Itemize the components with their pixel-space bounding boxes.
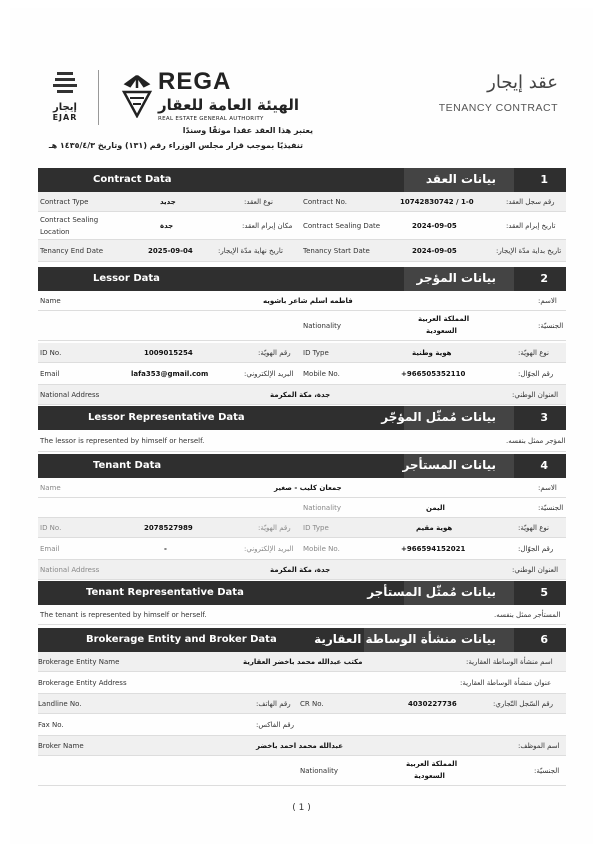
- field-value: -: [164, 545, 167, 553]
- section-title-en: Brokerage Entity and Broker Data: [86, 634, 277, 645]
- contract-row-2: [38, 212, 566, 240]
- field-value: +966505352110: [401, 370, 466, 378]
- section-title-ar: بيانات منشأة الوساطة العقارية: [314, 632, 496, 646]
- field-label: CR No.: [300, 700, 324, 708]
- rega-logo: [120, 68, 300, 130]
- section-number: 3: [540, 411, 548, 424]
- field-label: ID No.: [40, 524, 62, 532]
- field-value: المملكة العربية: [406, 760, 458, 768]
- section-tenant-rep: [38, 581, 566, 605]
- title-en: TENANCY CONTRACT: [438, 102, 558, 114]
- field-label-ar: الجنسيّة:: [538, 504, 564, 512]
- tenant-row-nationality: [38, 498, 566, 518]
- field-label: Nationality: [303, 504, 342, 512]
- section-lessor-data: [38, 267, 566, 291]
- intro-line-1: يعتبر هذا العقد عقدا موثقًا وسندًا: [182, 126, 313, 135]
- rep-text-ar: المستأجر ممثل بنفسه.: [494, 611, 561, 619]
- section-title-en: Lessor Data: [93, 273, 160, 284]
- section-contract-data: [38, 168, 566, 192]
- section-broker-data: [38, 628, 566, 652]
- intro-line-2: تنفيذيًا بموجب قرار مجلس الوزراء رقم (١٣١) وتاريخ ١٤٣٥/٤/٣ هـ: [48, 141, 303, 150]
- section-number: 2: [540, 272, 548, 285]
- field-label-ar: اسم الموظف:: [518, 742, 560, 750]
- field-label-ar: اسم منشأة الوساطة العقارية:: [466, 658, 553, 666]
- field-label-ar: تاريخ إبرام العقد:: [506, 222, 556, 230]
- field-label: Contract Sealing: [40, 216, 99, 224]
- rega-ar: الهيئة العامة للعقار: [158, 96, 300, 114]
- field-value: السعودية: [414, 772, 445, 780]
- contract-row-3: [38, 240, 566, 262]
- field-label-ar: رقم الهاتف:: [256, 700, 291, 708]
- rega-name: REGA: [158, 68, 232, 95]
- ejar-en: EJAR: [52, 113, 78, 122]
- lessor-row-id: [38, 343, 566, 363]
- field-label: Brokerage Entity Name: [38, 658, 120, 666]
- contract-row-1: [38, 192, 566, 212]
- field-label-ar: رقم السّجل التّجاري:: [493, 700, 554, 708]
- field-label-ar: البريد الإلكتروني:: [244, 370, 294, 378]
- section-title-en: Tenant Representative Data: [86, 587, 244, 598]
- rega-palm-icon: [120, 72, 154, 118]
- field-label-ar: الجنسيّة:: [534, 767, 560, 775]
- field-value: مكتب عبدالله محمد باخضر العقارية: [243, 658, 363, 666]
- field-label: Fax No.: [38, 721, 64, 729]
- section-tenant-data: [38, 454, 566, 478]
- field-label-ar: رقم الفاكس:: [256, 721, 294, 729]
- field-label: Landline No.: [38, 700, 82, 708]
- rep-text-ar: المؤجر ممثل بنفسه.: [506, 437, 566, 445]
- field-label-ar: مكان إبرام العقد:: [242, 222, 293, 230]
- field-label: Tenancy End Date: [40, 247, 104, 255]
- field-label: Nationality: [303, 322, 342, 330]
- field-label-ar: العنوان الوطني:: [512, 391, 559, 399]
- field-label: Nationality: [300, 767, 339, 775]
- field-value: 1009015254: [144, 349, 193, 357]
- tenant-row-address: [38, 560, 566, 580]
- ejar-ar: إيجار: [53, 102, 77, 113]
- tenant-row-id: [38, 518, 566, 538]
- field-label: Mobile No.: [303, 370, 340, 378]
- field-value: عبدالله محمد احمد باخضر: [256, 742, 343, 750]
- section-number: 5: [540, 586, 548, 599]
- field-label: Email: [40, 370, 60, 378]
- section-number: 6: [540, 633, 548, 646]
- broker-row-nationality: [38, 756, 566, 786]
- field-value: 2078527989: [144, 524, 193, 532]
- field-value: جدة، مكة المكرمة: [270, 566, 331, 574]
- section-lessor-rep: [38, 406, 566, 430]
- field-label: Mobile No.: [303, 545, 340, 553]
- field-value: جدة: [160, 222, 174, 230]
- field-label-ar: عنوان منشأة الوساطة العقارية:: [460, 679, 552, 687]
- lessor-row-nationality: [38, 311, 566, 341]
- header: [10, 8, 593, 150]
- rep-text-en: The tenant is represented by himself or herself.: [40, 611, 207, 619]
- field-label: ID No.: [40, 349, 62, 357]
- field-value: 4030227736: [408, 700, 457, 708]
- broker-row-landline: [38, 694, 566, 714]
- tenant-row-email: [38, 538, 566, 560]
- field-value: جدة، مكة المكرمة: [270, 391, 331, 399]
- field-value: 2024-09-05: [412, 247, 457, 255]
- field-label: Contract No.: [303, 198, 347, 206]
- field-label: Tenancy Start Date: [303, 247, 370, 255]
- field-label-ar: العنوان الوطني:: [512, 566, 559, 574]
- field-value: جديد: [160, 198, 176, 206]
- field-label: Contract Type: [40, 198, 89, 206]
- title-ar: عقد إيجار: [487, 72, 558, 93]
- lessor-row-address: [38, 385, 566, 405]
- field-value: هوية مقيم: [416, 524, 453, 532]
- section-title-ar: بيانات العقد: [425, 172, 496, 186]
- lessor-row-name: [38, 291, 566, 311]
- field-value: فاطمه اسلم شاعر باشويه: [263, 297, 353, 305]
- field-value: السعودية: [426, 327, 457, 335]
- field-label-ar: الجنسيّة:: [538, 322, 564, 330]
- field-value: المملكة العربية: [418, 315, 470, 323]
- ejar-logo: [45, 70, 85, 125]
- field-label: ID Type: [303, 349, 329, 357]
- field-label-ar: نوع العقد:: [244, 198, 273, 206]
- field-label: Location: [40, 228, 70, 236]
- tenant-row-name: [38, 478, 566, 498]
- broker-row-address: [38, 672, 566, 694]
- lessor-row-email: [38, 363, 566, 385]
- field-value: 2024-09-05: [412, 222, 457, 230]
- field-label-ar: الاسم:: [538, 297, 557, 305]
- field-value: 10742830742 / 1-0: [400, 198, 474, 206]
- page-number: ( 1 ): [292, 803, 311, 813]
- section-title-ar: بيانات المؤجر: [416, 271, 496, 285]
- field-label-ar: رقم الهويّة:: [258, 349, 291, 357]
- section-title-en: Contract Data: [93, 174, 172, 185]
- field-label-ar: رقم سجل العقد:: [506, 198, 555, 206]
- section-title-ar: بيانات المستأجر: [402, 458, 496, 472]
- field-value: lafa353@gmail.com: [131, 370, 209, 378]
- broker-row-name: [38, 736, 566, 756]
- field-value: +966594152021: [401, 545, 466, 553]
- field-label: Brokerage Entity Address: [38, 679, 127, 687]
- field-label: ID Type: [303, 524, 329, 532]
- field-value: اليمن: [426, 504, 445, 512]
- field-label: Name: [40, 297, 61, 305]
- rep-text-en: The lessor is represented by himself or herself.: [40, 437, 205, 445]
- field-value: 2025-09-04: [148, 247, 193, 255]
- field-value: هوية وطنية: [412, 349, 452, 357]
- field-label: Broker Name: [38, 742, 84, 750]
- field-label: National Address: [40, 391, 100, 399]
- field-label-ar: رقم الجوّال:: [518, 545, 554, 553]
- field-label-ar: البريد الإلكتروني:: [244, 545, 294, 553]
- section-title-ar: بيانات مُمثّل المستأجر: [367, 585, 496, 599]
- field-label-ar: نوع الهويّة:: [518, 349, 549, 357]
- field-label: National Address: [40, 566, 100, 574]
- field-label-ar: رقم الجوّال:: [518, 370, 554, 378]
- field-label-ar: تاريخ بداية مدّة الإيجار:: [496, 247, 562, 255]
- broker-row-entity: [38, 652, 566, 672]
- ejar-bars-icon: [53, 70, 77, 100]
- section-number: 1: [540, 173, 548, 186]
- field-label-ar: الاسم:: [538, 484, 557, 492]
- field-label: Name: [40, 484, 61, 492]
- section-title-en: Tenant Data: [93, 460, 162, 471]
- field-label-ar: تاريخ نهاية مدّة الإيجار:: [218, 247, 283, 255]
- tenant-rep-row: [38, 605, 566, 625]
- field-label: Contract Sealing Date: [303, 222, 381, 230]
- broker-row-fax: [38, 714, 566, 736]
- logo-divider: [98, 70, 99, 125]
- field-value: جمعان كليب - صغير: [274, 484, 342, 492]
- document-page: [10, 8, 593, 844]
- rega-en: REAL ESTATE GENERAL AUTHORITY: [158, 116, 264, 122]
- field-label-ar: نوع الهويّة:: [518, 524, 549, 532]
- section-title-en: Lessor Representative Data: [88, 412, 245, 423]
- field-label-ar: رقم الهويّة:: [258, 524, 291, 532]
- section-number: 4: [540, 459, 548, 472]
- field-label: Email: [40, 545, 60, 553]
- lessor-rep-row: [38, 430, 566, 452]
- section-title-ar: بيانات مُمثّل المؤجّر: [381, 410, 496, 424]
